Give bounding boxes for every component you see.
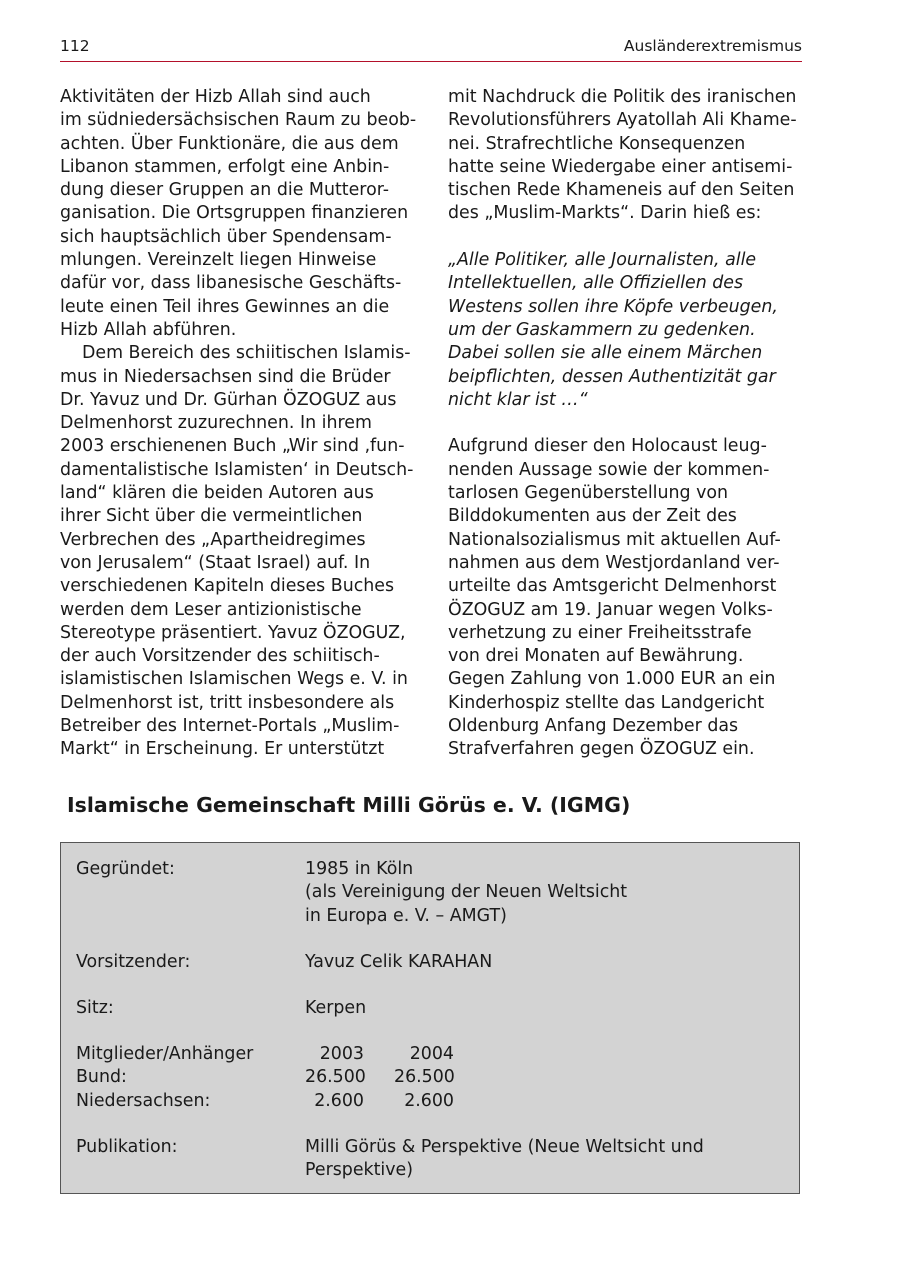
text-line: werden dem Leser antizionistische xyxy=(60,599,362,620)
text-line: mlungen. Vereinzelt liegen Hinweise xyxy=(60,250,377,271)
members-value: 26.500 xyxy=(394,1067,455,1088)
text-line: tischen Rede Khameneis auf den Seiten xyxy=(448,180,795,201)
text-line: Dem Bereich des schiitischen Islamis- xyxy=(82,343,411,364)
seat-value: Kerpen xyxy=(305,998,367,1018)
text-line: nahmen aus dem Westjordanland ver- xyxy=(448,552,780,573)
text-line: Hizb Allah abführen. xyxy=(60,319,237,340)
text-line: Revolutionsführers Ayatollah Ali Khame- xyxy=(448,110,797,131)
page-number: 112 xyxy=(60,37,90,55)
text-line: ganisation. Die Ortsgruppen finanzieren xyxy=(60,203,409,224)
text-line: Delmenhorst zuzurechnen. In ihrem xyxy=(60,413,372,434)
text-line: der auch Vorsitzender des schiitisch- xyxy=(60,646,380,667)
text-line: Oldenburg Anfang Dezember das xyxy=(448,716,739,737)
text-line: dafür vor, dass libanesische Geschäfts- xyxy=(60,273,402,294)
members-value: 2.600 xyxy=(314,1090,364,1111)
chair-value: Yavuz Celik KARAHAN xyxy=(305,952,493,972)
paragraph-verurteilung xyxy=(448,435,808,761)
text-line: Nationalsozialismus mit aktuellen Auf- xyxy=(448,529,781,550)
chair-label: Vorsitzender: xyxy=(76,952,191,972)
paragraph-schiitischer-islamismus xyxy=(60,342,415,761)
founded-value-line: (als Vereinigung der Neuen Weltsicht xyxy=(305,882,628,903)
text-line: mus in Niedersachsen sind die Brüder xyxy=(60,366,391,387)
text-line: islamistischen Islamischen Wegs e. V. in xyxy=(60,669,408,690)
organization-info-box xyxy=(60,842,800,1194)
section-heading: Islamische Gemeinschaft Milli Görüs e. V. (IGMG) xyxy=(67,793,631,817)
text-line: verschiedenen Kapiteln dieses Buches xyxy=(60,576,395,597)
text-line: nei. Strafrechtliche Konsequenzen xyxy=(448,133,746,154)
quote-line: um der Gaskammern zu gedenken. xyxy=(448,319,756,340)
paragraph-hizb-allah xyxy=(60,86,415,342)
members-label: Mitglieder/Anhänger xyxy=(76,1044,254,1064)
text-line: leute einen Teil ihres Gewinnes an die xyxy=(60,296,390,317)
text-line: Betreiber des Internet-Portals „Muslim- xyxy=(60,716,400,737)
members-value: 26.500 xyxy=(305,1067,366,1088)
text-line: damentalistische Islamisten‘ in Deutsch- xyxy=(60,459,414,480)
text-line: Aktivitäten der Hizb Allah sind auch xyxy=(60,87,371,107)
founded-label: Gegründet: xyxy=(76,859,175,879)
text-line: dung dieser Gruppen an die Mutteror- xyxy=(60,180,390,201)
founded-value-line: in Europa e. V. – AMGT) xyxy=(305,905,507,926)
text-line: von drei Monaten auf Bewährung. xyxy=(448,646,744,667)
right-column xyxy=(448,86,808,762)
text-line: ihrer Sicht über die vermeintlichen xyxy=(60,506,363,527)
quote-line: Westens sollen ihre Köpfe verbeugen, xyxy=(448,296,778,317)
text-line: Stereotype präsentiert. Yavuz ÖZOGUZ, xyxy=(60,622,406,643)
quote-line: „Alle Politiker, alle Journalisten, alle xyxy=(448,250,757,271)
founded-value-line: 1985 in Köln xyxy=(305,859,414,879)
text-line: Libanon stammen, erfolgt eine Anbin- xyxy=(60,156,390,177)
text-line: Dr. Yavuz und Dr. Gürhan ÖZOGUZ aus xyxy=(60,389,397,410)
publication-label: Publikation: xyxy=(76,1137,178,1157)
text-line: von Jerusalem“ (Staat Israel) auf. In xyxy=(60,552,371,573)
year-header: 2003 xyxy=(319,1044,364,1064)
text-line: Gegen Zahlung von 1.000 EUR an ein xyxy=(448,669,776,690)
text-line: Aufgrund dieser den Holocaust leug- xyxy=(448,436,767,457)
text-line: Bilddokumenten aus der Zeit des xyxy=(448,506,737,527)
paragraph-khamenei xyxy=(448,86,808,226)
paragraph-spacer xyxy=(448,412,808,435)
text-line: verhetzung zu einer Freiheitsstrafe xyxy=(448,622,752,643)
publication-value-line: Perspektive) xyxy=(305,1160,414,1181)
publication-value-line: Milli Görüs & Perspektive (Neue Weltsicht und xyxy=(305,1137,704,1157)
running-title: Ausländerextremismus xyxy=(623,37,802,55)
paragraph-spacer xyxy=(448,226,808,249)
page-header xyxy=(60,37,802,62)
quote-line: beipflichten, dessen Authentizität gar xyxy=(448,366,776,387)
text-line: urteilte das Amtsgericht Delmenhorst xyxy=(448,576,777,597)
quote-line: nicht klar ist …“ xyxy=(448,389,588,410)
text-line: land“ klären die beiden Autoren aus xyxy=(60,483,374,504)
year-header: 2004 xyxy=(409,1044,454,1064)
text-line: achten. Über Funktionäre, die aus dem xyxy=(60,133,399,154)
members-row-label: Bund: xyxy=(76,1067,127,1088)
left-column xyxy=(60,86,415,762)
text-line: ÖZOGUZ am 19. Januar wegen Volks- xyxy=(448,599,773,620)
text-line: Verbrechen des „Apartheidregimes xyxy=(60,529,366,550)
text-line: sich hauptsächlich über Spendensam- xyxy=(60,226,392,247)
quote-line: Intellektuellen, alle Offiziellen des xyxy=(448,273,744,294)
text-line: hatte seine Wiedergabe einer antisemi- xyxy=(448,156,793,177)
text-line: nenden Aussage sowie der kommen- xyxy=(448,459,770,480)
quote-line: Dabei sollen sie alle einem Märchen xyxy=(448,343,763,364)
text-line: Delmenhorst ist, tritt insbesondere als xyxy=(60,692,395,713)
seat-label: Sitz: xyxy=(76,998,114,1018)
text-line: Strafverfahren gegen ÖZOGUZ ein. xyxy=(448,739,755,760)
text-line: 2003 erschienenen Buch „Wir sind ‚fun- xyxy=(60,436,405,457)
text-line: im südniedersächsischen Raum zu beob- xyxy=(60,110,417,131)
text-line: des „Muslim-Markts“. Darin hieß es: xyxy=(448,203,762,224)
block-quote xyxy=(448,249,808,412)
text-line: mit Nachdruck die Politik des iranischen xyxy=(448,87,797,107)
members-row-label: Niedersachsen: xyxy=(76,1090,211,1111)
text-line: tarlosen Gegenüberstellung von xyxy=(448,483,729,504)
text-line: Markt“ in Erscheinung. Er unterstützt xyxy=(60,739,385,760)
members-value: 2.600 xyxy=(404,1090,454,1111)
text-line: Kinderhospiz stellte das Landgericht xyxy=(448,692,765,713)
